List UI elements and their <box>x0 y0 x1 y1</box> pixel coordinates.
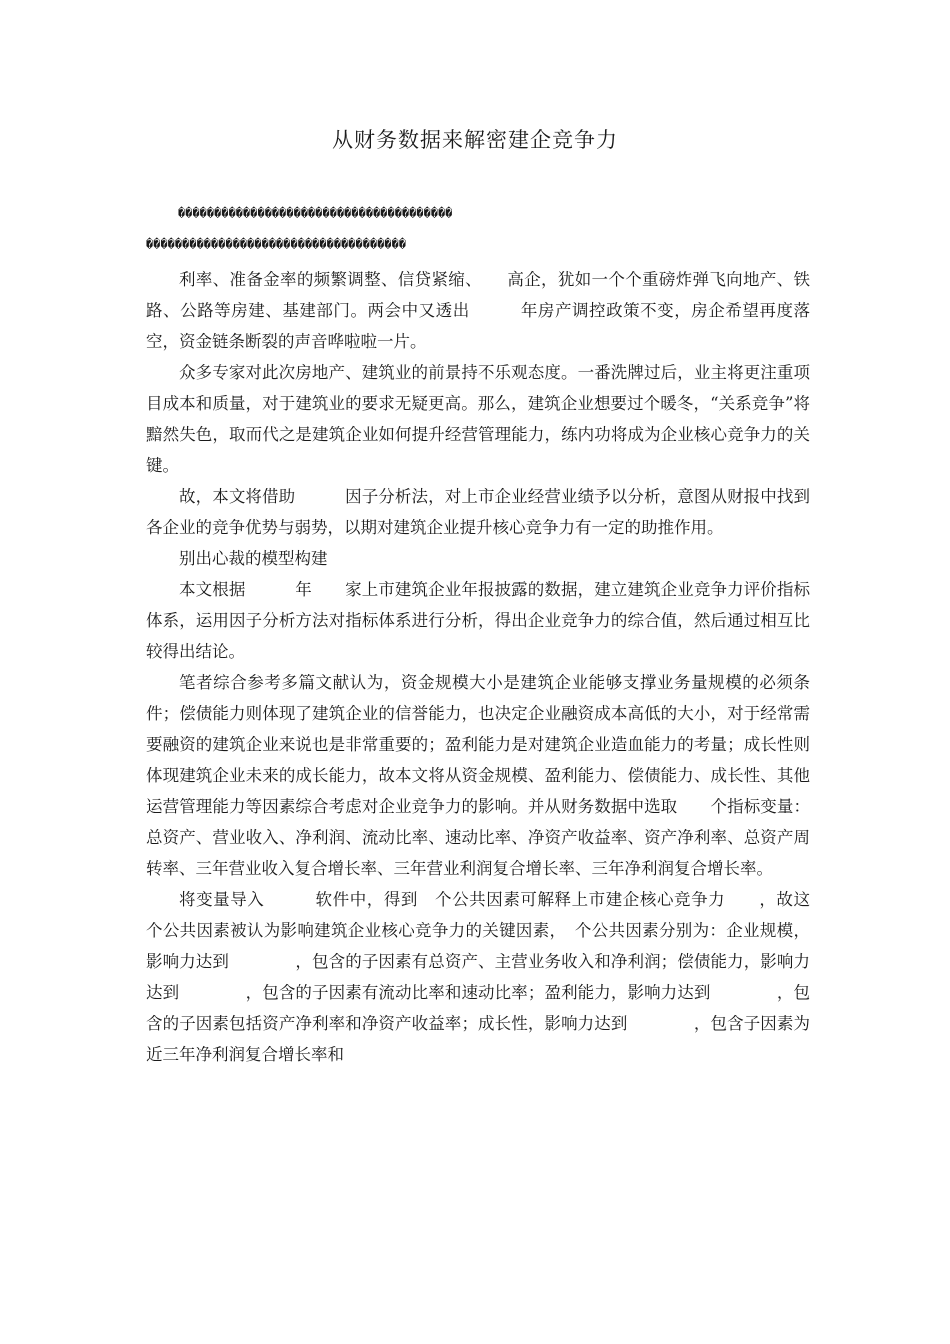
paragraph: 本文根据 年 家上市建筑企业年报披露的数据，建立建筑企业竞争力评价指标体系，运用因子分析方法对指标体系进行分析，得出企业竞争力的综合值，然后通过相互比较得出结论。 <box>146 580 810 661</box>
garbled-text-line: ������������������������������������ <box>146 237 407 251</box>
section-heading: 别出心裁的模型构建 <box>179 549 328 568</box>
document-body <box>146 198 827 1070</box>
paragraph: 笔者综合参考多篇文献认为，资金规模大小是建筑企业能够支撑业务量规模的必须条件；偿债能力则体现了建筑企业的信誉能力，也决定企业融资成本高低的大小，对于经常需要融资的建筑企业来说也是非常重要的；盈利能力是对建筑企业造血能力的考量；成长性则体现建筑企业未来的成长能力，故本文将从资金规模、盈利能力、偿债能力、成长性、其他运营管理能力等因素综合考虑对企业竞争力的影响。并从财务数据中选取 个指标变量：总资产、营业收入、净利润、流动比率、速动比率、净资产收益率、资产净利率、总资产周转率、三年营业收入复合增长率、三年营业利润复合增长率、三年净利润复合增长率。 <box>146 673 810 878</box>
paragraph: 利率、准备金率的频繁调整、信贷紧缩、 高企，犹如一个个重磅炸弹飞向地产、铁路、公路等房建、基建部门。两会中又透出 年房产调控政策不变，房企希望再度落空，资金链条断裂的声音哗啦啦一片。 <box>146 270 810 351</box>
paragraph: 众多专家对此次房地产、建筑业的前景持不乐观态度。一番洗牌过后，业主将更注重项目成本和质量，对于建筑业的要求无疑更高。那么，建筑企业想要过个暖冬，“关系竞争”将黯然失色，取而代之是建筑企业如何提升经营管理能力，练内功将成为企业核心竞争力的关键。 <box>146 363 810 475</box>
paragraph: 故，本文将借助 因子分析法，对上市企业经营业绩予以分析，意图从财报中找到各企业的竞争优势与弱势，以期对建筑企业提升核心竞争力有一定的助推作用。 <box>146 487 810 537</box>
garbled-text-line: �������������������������������������� <box>178 206 453 220</box>
paragraph: 将变量导入 软件中，得到 个公共因素可解释上市建企核心竞争力 ，故这 个公共因素被认为影响建筑企业核心竞争力的关键因素， 个公共因素分别为：企业规模，影响力达到 ，包含的子因素有总资产、主营业务收入和净利润；偿债能力，影响力达到 ，包含的子因素有流动比率和速动比率；盈利能力，影响力达到 ，包含的子因素包括资产净利率和净资产收益率；成长性，影响力达到 ，包含子因素为近三年净利润复合增长率和 <box>146 890 827 1064</box>
document-title: 从财务数据来解密建企竞争力 <box>332 128 618 152</box>
